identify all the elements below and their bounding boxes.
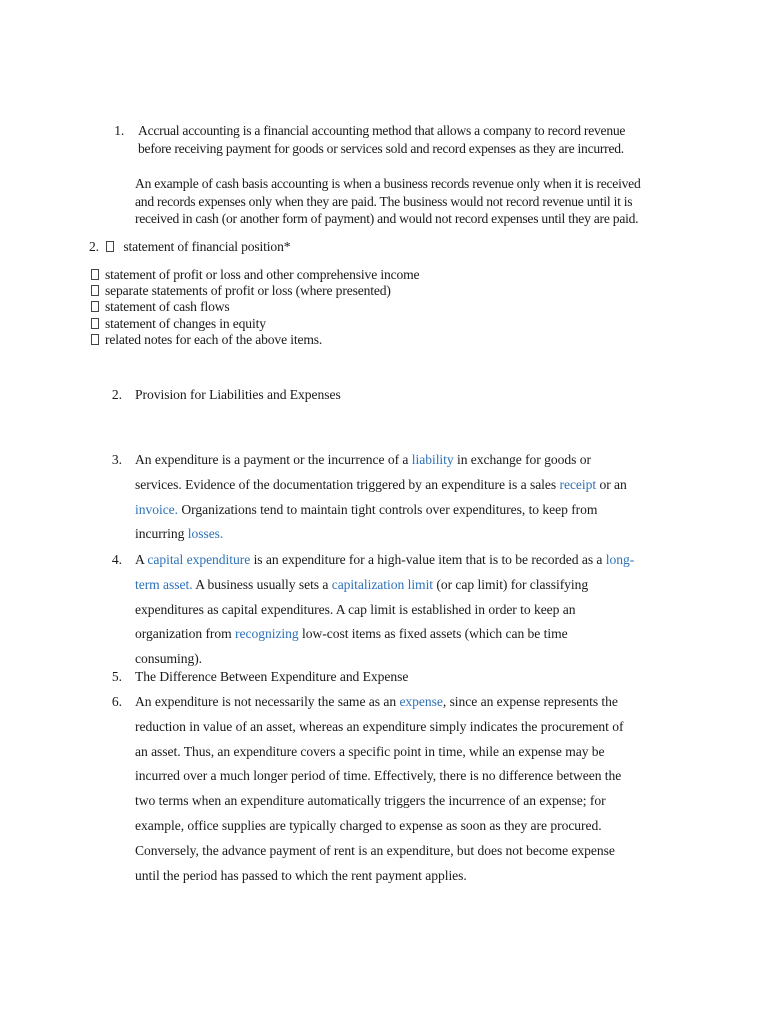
text-line: reduction in value of an asset, whereas an expenditure simply indicates the procurement of bbox=[135, 718, 624, 734]
recognizing-link[interactable]: recognizing bbox=[235, 626, 299, 642]
list-item: statement of cash flows bbox=[91, 298, 419, 314]
checkbox-icon bbox=[91, 301, 99, 312]
expense-link[interactable]: expense bbox=[399, 694, 443, 709]
capital-expenditure-paragraph: A capital expenditure is an expenditure for a high-value item that is to be recorded as a long- term asset. A business usually sets a capitalization limit (or cap limit) for classifying expenditures as capital expenditures. A cap limit is established in order to keep an organization from recognizing low-cost items as fixed assets (which can be time consuming). bbox=[135, 552, 635, 667]
text-line: received in cash (or another form of payment) and would not record expenses until they are paid. bbox=[135, 211, 639, 227]
invoice-link[interactable]: invoice. bbox=[135, 501, 179, 517]
list-item: statement of profit or loss and other comprehensive income bbox=[91, 266, 419, 282]
difference-heading: The Difference Between Expenditure and Expense bbox=[135, 669, 409, 684]
capital-expenditure-link[interactable]: capital expenditure bbox=[147, 552, 251, 567]
list-number-5: 5. bbox=[111, 669, 122, 684]
text-line: an asset. Thus, an expenditure covers a specific point in time, while an expense may be bbox=[135, 743, 605, 759]
text-line: two terms when an expenditure automatically triggers the incurrence of an expense; for bbox=[135, 793, 606, 809]
receipt-link[interactable]: receipt bbox=[559, 476, 597, 492]
text-line: Conversely, the advance payment of rent is an expenditure, but does not become expense bbox=[135, 842, 615, 858]
checkbox-icon bbox=[91, 285, 99, 296]
text-line: example, office supplies are typically charged to expense as soon as they are procured. bbox=[135, 817, 602, 833]
financial-statements-lead-item bbox=[89, 238, 290, 255]
cash-basis-example-paragraph bbox=[135, 175, 641, 228]
text-line: and records expenses only when they are paid. The business would not record revenue until it is bbox=[135, 193, 633, 209]
list-number-1: 1. bbox=[114, 123, 124, 138]
text-line: until the period has passed to which the rent payment applies. bbox=[135, 867, 467, 883]
expenditure-vs-expense-paragraph: An expenditure is not necessarily the same as an expense, since an expense represents the reduction in value of an asset, whereas an expenditure simply indicates the procurement of an asset. Thus, an expenditure covers a specific point in time, while an expense may be incurred over a much longer period of time. Effectively, there is no difference between the two terms when an expenditure automatically triggers the incurrence of an expense; for example, office supplies are typically charged to expense as soon as they are procured. Conversely, the advance payment of rent is an expenditure, but does not become expense until the period has passed to which the rent payment applies. bbox=[135, 690, 623, 888]
list-number-2: 2. bbox=[89, 239, 99, 254]
list-item: related notes for each of the above items. bbox=[91, 331, 419, 347]
list-item: separate statements of profit or loss (where presented) bbox=[91, 282, 419, 298]
checkbox-icon bbox=[91, 318, 99, 329]
list-number-3: 3. bbox=[111, 452, 122, 467]
text-line: before receiving payment for goods or services sold and record expenses as they are incurred. bbox=[138, 140, 624, 156]
expenditure-paragraph: An expenditure is a payment or the incurrence of a liability in exchange for goods or services. Evidence of the documentation triggered by an expenditure is a sales receipt or an invoice. Organizations tend to maintain tight controls over expenditures, to keep from incurring losses. bbox=[135, 452, 627, 542]
liability-link[interactable]: liability bbox=[411, 452, 454, 467]
text-line: incurred over a much longer period of time. Effectively, there is no difference between the bbox=[135, 768, 622, 784]
capitalization-limit-link[interactable]: capitalization limit bbox=[331, 576, 434, 592]
checkbox-icon bbox=[91, 269, 99, 280]
list-number-2b: 2. bbox=[111, 387, 122, 402]
list-number-4: 4. bbox=[111, 552, 122, 567]
list-item: statement of changes in equity bbox=[91, 315, 419, 331]
long-term-asset-link[interactable]: long- bbox=[605, 552, 635, 567]
checkbox-icon bbox=[91, 334, 99, 345]
checkbox-icon bbox=[106, 241, 114, 252]
provision-heading: Provision for Liabilities and Expenses bbox=[135, 387, 341, 402]
financial-statements-list bbox=[91, 266, 419, 347]
text-line: An example of cash basis accounting is when a business records revenue only when it is received bbox=[135, 176, 641, 191]
text-line: Accrual accounting is a financial accounting method that allows a company to record revenue bbox=[138, 123, 626, 138]
long-term-asset-link[interactable]: term asset. bbox=[135, 576, 193, 592]
statement-item: statement of financial position* bbox=[123, 239, 291, 254]
losses-link[interactable]: losses. bbox=[187, 526, 224, 542]
accrual-definition-paragraph bbox=[138, 122, 625, 157]
list-number-6: 6. bbox=[111, 694, 122, 709]
